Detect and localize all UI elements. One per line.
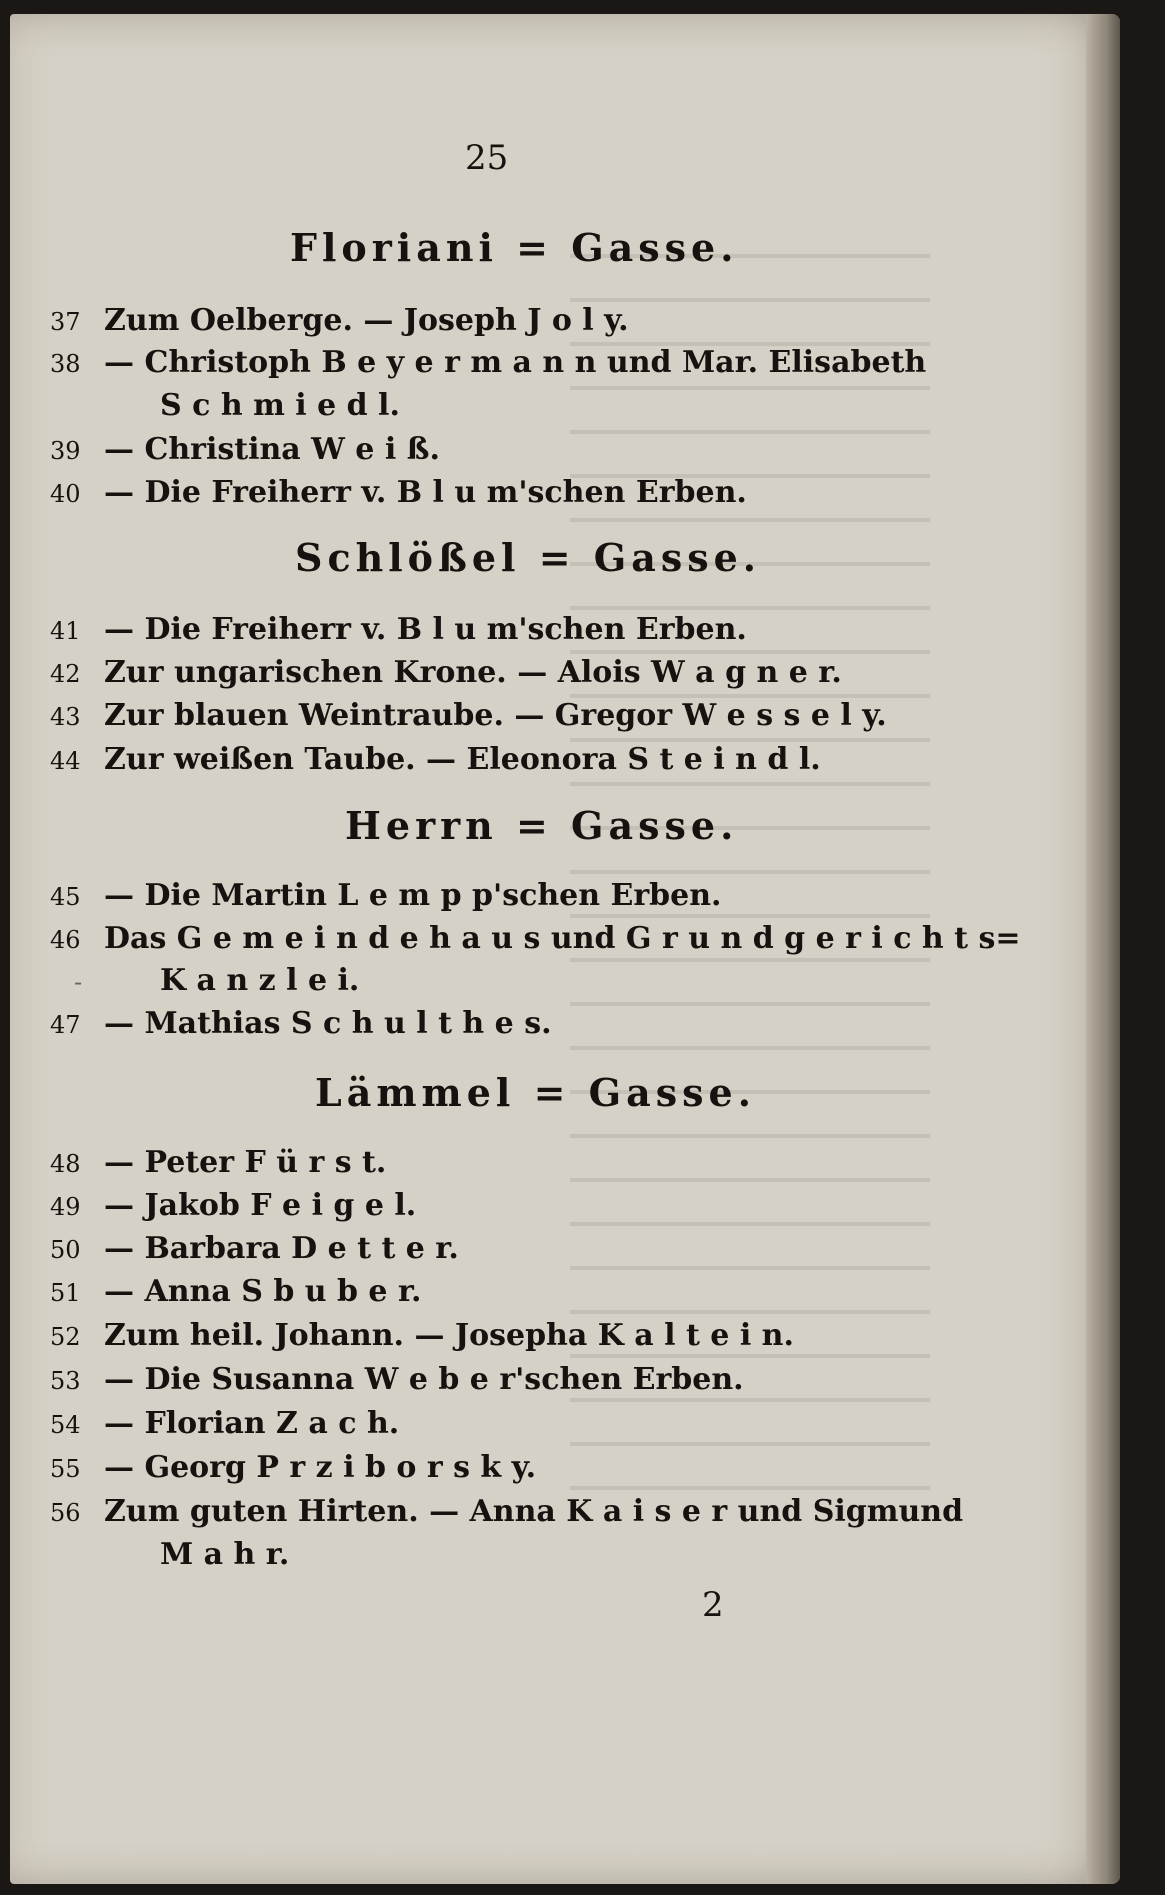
entry-number: 44 [50,747,81,775]
entry-text: Zur blauen Weintraube. — Gregor W e s s e l y. [104,698,887,733]
entry-continuation: S c h m i e d l. [160,388,400,423]
entry-text: — Die Martin L e m p p'schen Erben. [104,878,722,913]
entry-continuation: K a n z l e i. [160,963,360,998]
entry-text: — Christina W e i ß. [104,432,440,467]
section-heading-herrn: Herrn = Gasse. [345,803,739,848]
page-edge [1086,14,1120,1884]
list-item [50,345,926,380]
page-number: 25 [465,138,509,178]
entry-number: 56 [50,1499,81,1527]
hyphen-marker: - [74,968,83,996]
entry-number: 38 [50,350,81,378]
entry-number: 42 [50,660,81,688]
entry-text: Zur weißen Taube. — Eleonora S t e i n d l. [104,742,821,777]
entry-text: Zur ungarischen Krone. — Alois W a g n e r. [104,655,842,690]
entry-text: — Die Freiherr v. B l u m'schen Erben. [104,475,747,510]
entry-number: 46 [50,926,81,954]
list-item [50,612,747,647]
entry-number: 53 [50,1367,81,1395]
list-item [50,1188,416,1223]
entry-number: 54 [50,1411,81,1439]
list-item [50,303,629,338]
entry-number: 51 [50,1279,81,1307]
entry-number: 52 [50,1323,81,1351]
entry-number: 40 [50,480,81,508]
entry-number: 47 [50,1011,81,1039]
list-item [50,921,1021,956]
list-item [50,1318,794,1353]
list-item [50,698,887,733]
entry-text: Zum Oelberge. — Joseph J o l y. [104,303,629,338]
entry-text: — Barbara D e t t e r. [104,1231,459,1266]
entry-number: 45 [50,883,81,911]
entry-number: 41 [50,617,81,645]
list-item [50,1450,536,1485]
list-item [50,655,842,690]
entry-text: Zum guten Hirten. — Anna K a i s e r und Sigmund [104,1494,964,1529]
entry-number: 55 [50,1455,81,1483]
entry-text: — Mathias S c h u l t h e s. [104,1006,552,1041]
entry-text: — Peter F ü r s t. [104,1145,387,1180]
list-item [50,1274,421,1309]
section-heading-floriani: Floriani = Gasse. [290,225,739,270]
entry-text: — Georg P r z i b o r s k y. [104,1450,537,1485]
entry-number: 48 [50,1150,81,1178]
entry-number: 37 [50,308,81,336]
section-heading-schloessel: Schlößel = Gasse. [295,535,762,580]
entry-text: — Florian Z a c h. [104,1406,400,1441]
entry-text: — Christoph B e y e r m a n n und Mar. Elisabeth [104,345,927,380]
list-item [50,1231,459,1266]
entry-text: — Jakob F e i g e l. [104,1188,417,1223]
entry-number: 39 [50,437,81,465]
entry-text: — Die Freiherr v. B l u m'schen Erben. [104,612,747,647]
list-item [50,1145,386,1180]
list-item [50,432,440,467]
list-item [50,1494,963,1529]
entry-text: — Die Susanna W e b e r'schen Erben. [104,1362,744,1397]
list-item [50,878,722,913]
list-item [50,475,747,510]
list-item [50,1362,744,1397]
entry-text: Das G e m e i n d e h a u s und G r u n d g e r i c h t s= [104,921,1021,956]
entry-number: 49 [50,1193,81,1221]
list-item [50,742,821,777]
entry-text: Zum heil. Johann. — Josepha K a l t e i n. [104,1318,794,1353]
list-item [50,1406,399,1441]
entry-number: 50 [50,1236,81,1264]
entry-number: 43 [50,703,81,731]
entry-continuation: M a h r. [160,1537,290,1572]
list-item [50,1006,552,1041]
section-heading-laemmel: Lämmel = Gasse. [315,1070,756,1115]
entry-text: — Anna S b u b e r. [104,1274,422,1309]
signature-mark: 2 [702,1585,724,1625]
